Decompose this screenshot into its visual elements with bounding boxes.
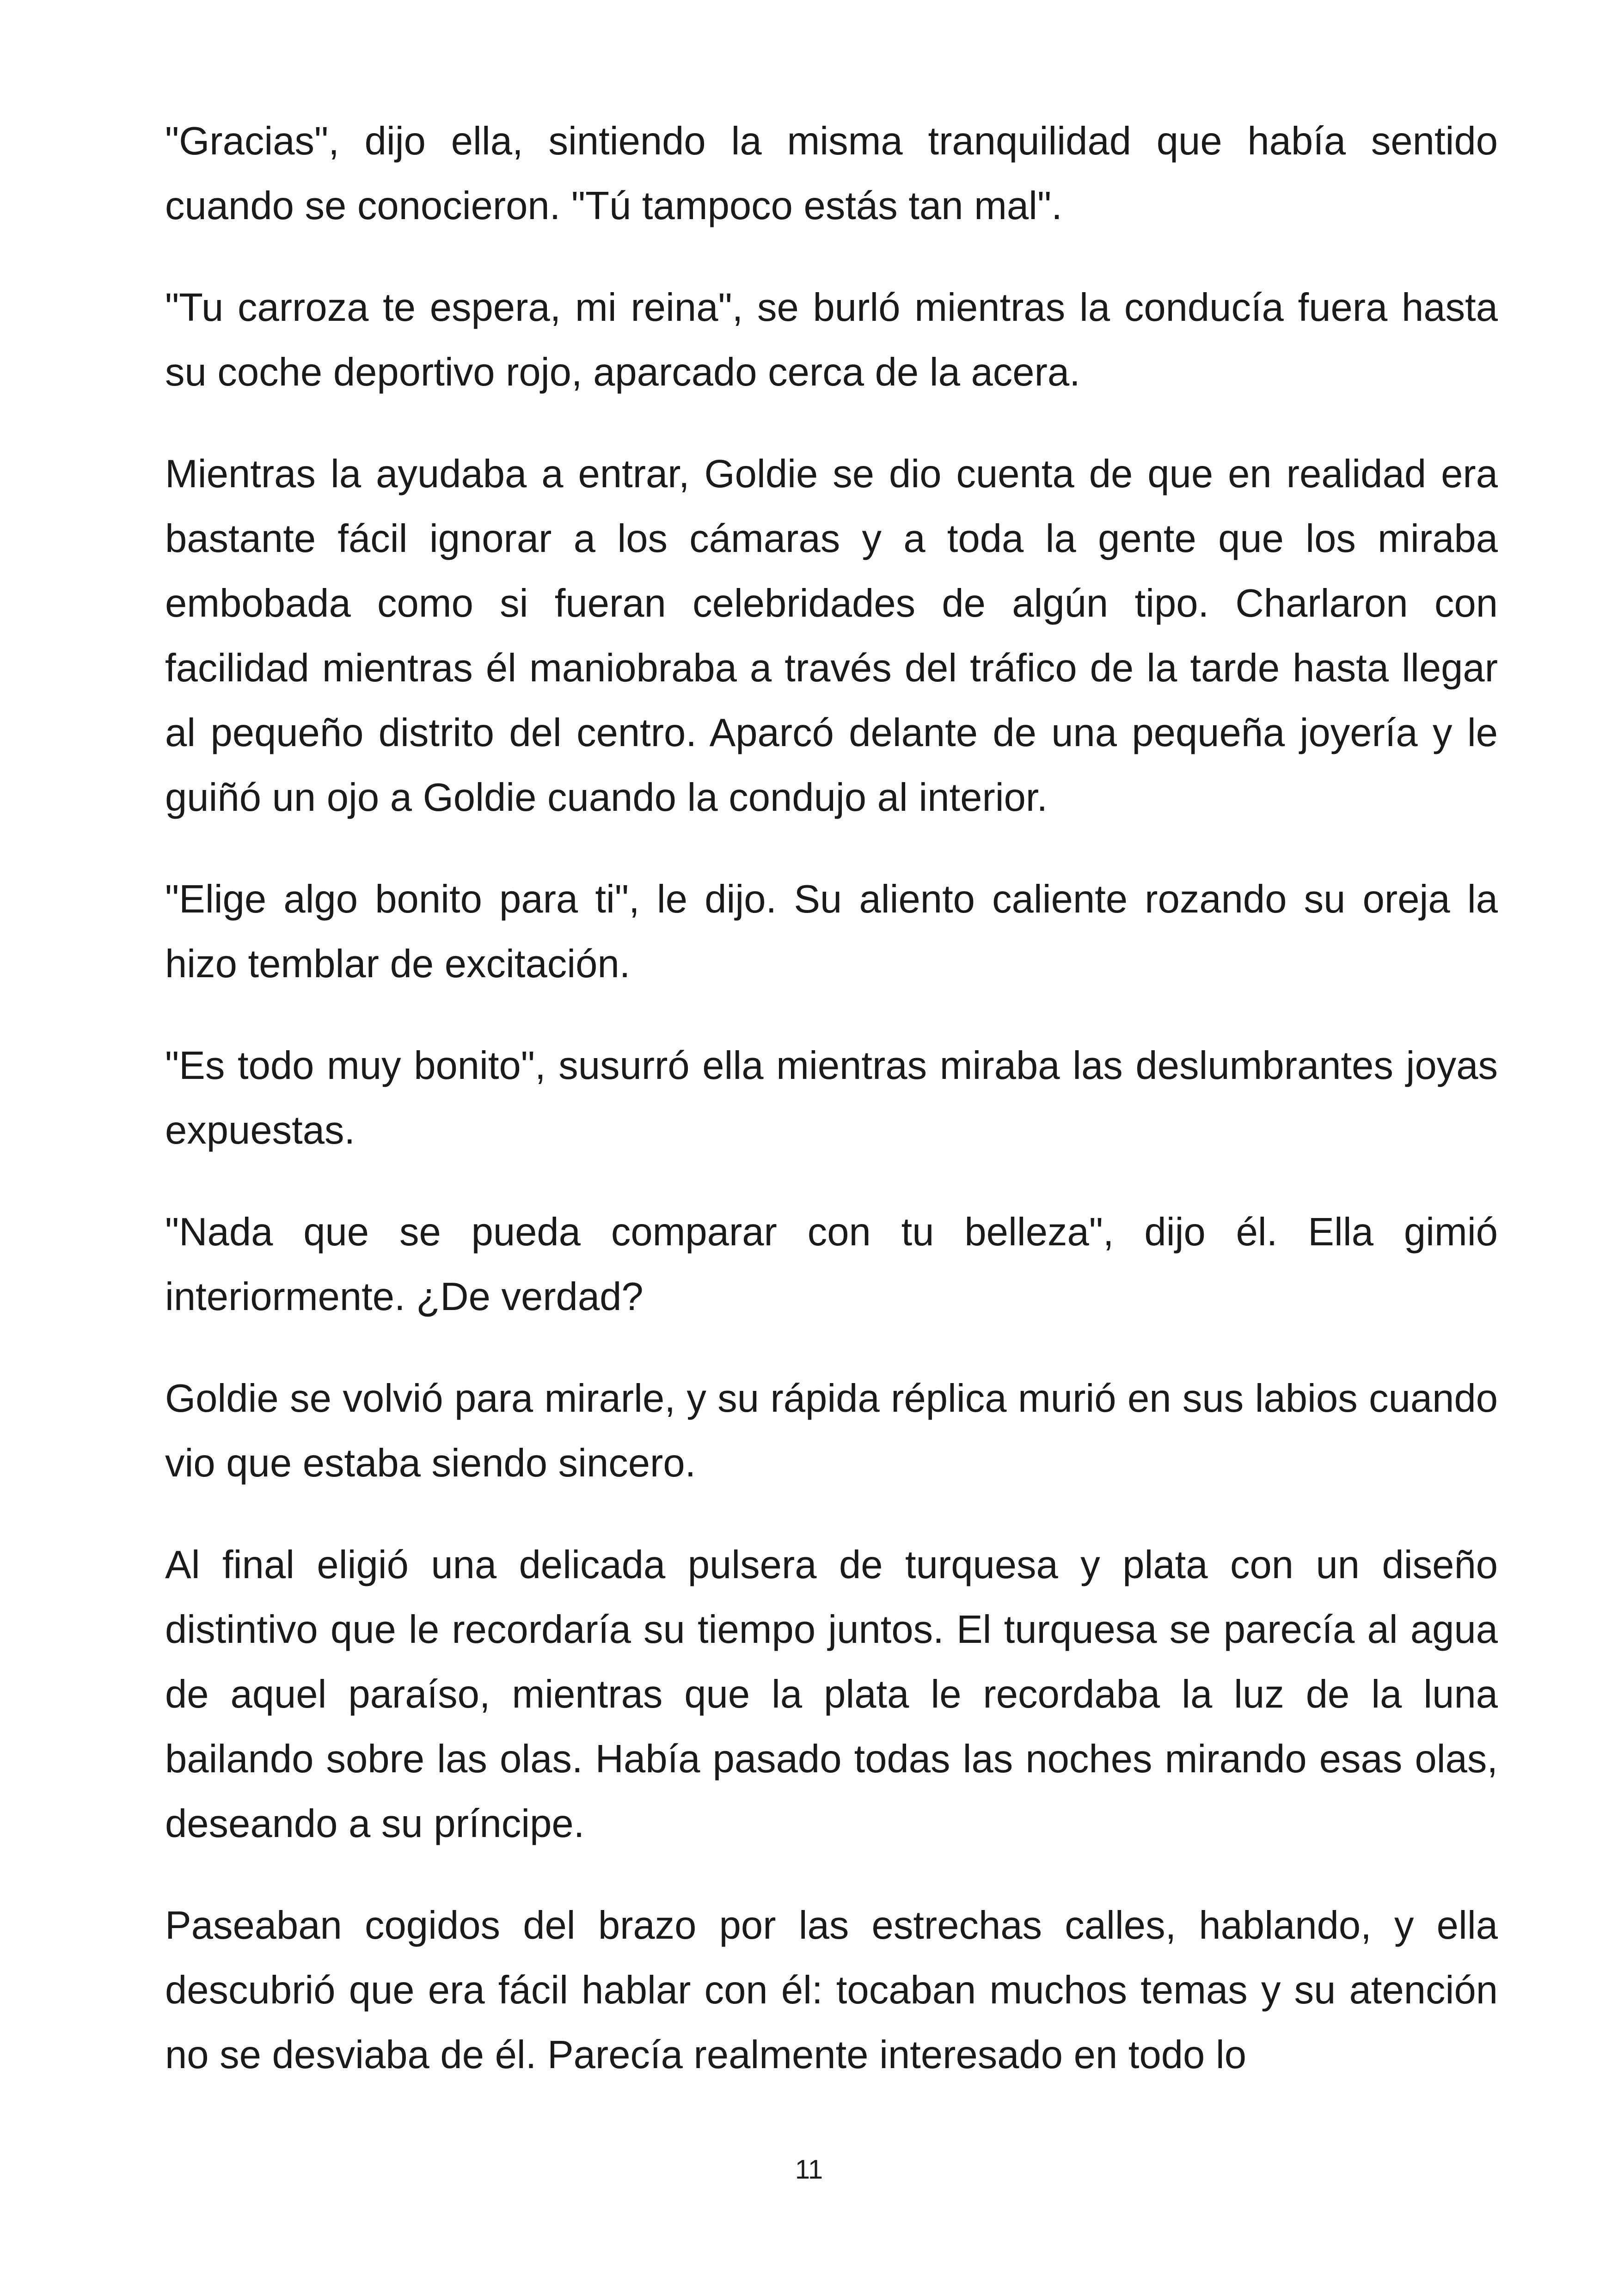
paragraph: Paseaban cogidos del brazo por las estrechas calles, hablando, y ella descubrió que era fácil hablar con él: tocaban muchos temas y su atención no se desviaba de él. Parecía realmente interesado en todo lo: [165, 1904, 1498, 2077]
paragraph: "Elige algo bonito para ti", le dijo. Su aliento caliente rozando su oreja la hizo temblar de excitación.: [165, 877, 1498, 986]
paragraph: "Nada que se pueda comparar con tu belleza", dijo él. Ella gimió interiormente. ¿De verdad?: [165, 1210, 1498, 1319]
paragraph: Al final eligió una delicada pulsera de turquesa y plata con un diseño distintivo que le recordaría su tiempo juntos. El turquesa se parecía al agua de aquel paraíso, mientras que la plata le recordaba la luz de la luna bailando sobre las olas. Había pasado todas las noches mirando esas olas, deseando a su príncipe.: [165, 1543, 1498, 1846]
paragraph: Goldie se volvió para mirarle, y su rápida réplica murió en sus labios cuando vio que estaba siendo sincero.: [165, 1377, 1498, 1485]
paragraph: "Es todo muy bonito", susurró ella mientras miraba las deslumbrantes joyas expuestas.: [165, 1044, 1498, 1152]
body-text: [165, 109, 1498, 2125]
paragraph: Mientras la ayudaba a entrar, Goldie se dio cuenta de que en realidad era bastante fácil ignorar a los cámaras y a toda la gente que los miraba embobada como si fueran celebridades de algún tipo. Charlaron con facilidad mientras él maniobraba a través del tráfico de la tarde hasta llegar al pequeño distrito del centro. Aparcó delante de una pequeña joyería y le guiñó un ojo a Goldie cuando la condujo al interior.: [165, 452, 1498, 820]
page-number: 11: [795, 2155, 823, 2185]
paragraph: "Gracias", dijo ella, sintiendo la misma tranquilidad que había sentido cuando se conocieron. "Tú tampoco estás tan mal".: [165, 119, 1498, 228]
paragraph: "Tu carroza te espera, mi reina", se burló mientras la conducía fuera hasta su coche deportivo rojo, aparcado cerca de la acera.: [165, 286, 1498, 394]
